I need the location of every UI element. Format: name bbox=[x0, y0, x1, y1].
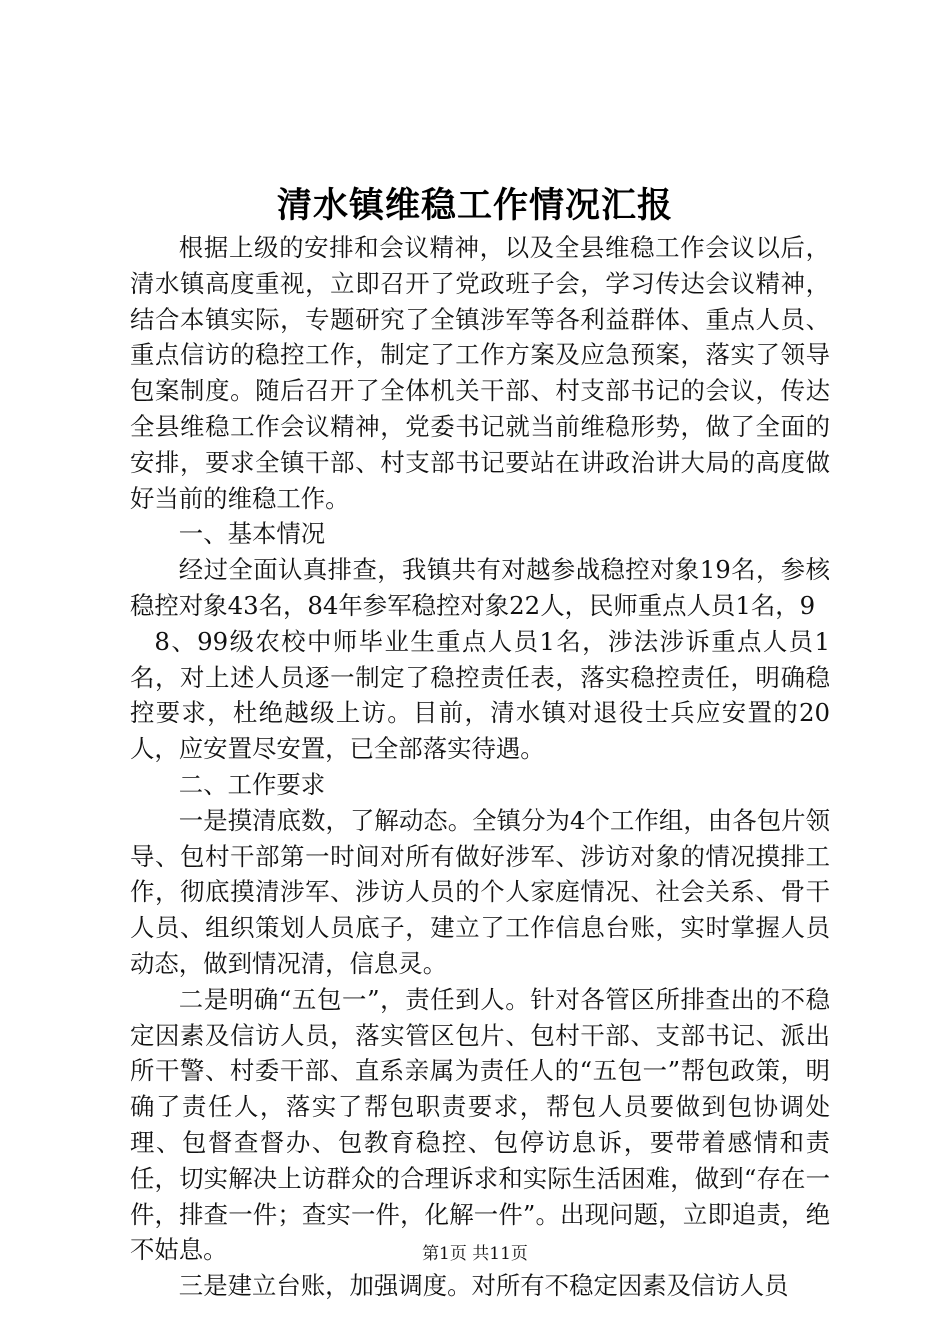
paragraph-basic-situation: 经过全面认真排查，我镇共有对越参战稳控对象19名，参核稳控对象43名，84年参军稳控对象22人，民师重点人员1名，9 bbox=[130, 555, 830, 620]
document-body bbox=[130, 230, 830, 1304]
paragraph-basic-situation-continued: 8、99级农校中师毕业生重点人员1名，涉法涉诉重点人员1名，对上述人员逐一制定了稳控责任表，落实稳控责任，明确稳控要求，杜绝越级上访。目前，清水镇对退役士兵应安置的20人，应安置尽安置，已全部落实待遇。 bbox=[130, 626, 830, 764]
page-number-footer: 第1页 共11页 bbox=[422, 1244, 528, 1264]
section-heading-work-requirements: 二、工作要求 bbox=[178, 769, 326, 799]
section-heading-basic-situation: 一、基本情况 bbox=[178, 519, 326, 549]
paragraph-requirement-3: 三是建立台账，加强调度。对所有不稳定因素及信访人员 bbox=[178, 1271, 789, 1301]
paragraph-requirement-2: 二是明确“五包一”，责任到人。针对各管区所排查出的不稳定因素及信访人员，落实管区包片、包村干部、支部书记、派出所干警、村委干部、直系亲属为责任人的“五包一”帮包政策，明确了责任人，落实了帮包职责要求，帮包人员要做到包协调处理、包督查督办、包教育稳控、包停访息诉，要带着感情和责任，切实解决上访群众的合理诉求和实际生活困难，做到“存在一件，排查一件；查实一件，化解一件”。出现问题，立即追责，绝不姑息。 bbox=[130, 984, 830, 1265]
paragraph-intro: 根据上级的安排和会议精神，以及全县维稳工作会议以后，清水镇高度重视，立即召开了党政班子会，学习传达会议精神，结合本镇实际，专题研究了全镇涉军等各利益群体、重点人员、重点信访的稳控工作，制定了工作方案及应急预案，落实了领导包案制度。随后召开了全体机关干部、村支部书记的会议，传达全县维稳工作会议精神，党委书记就当前维稳形势，做了全面的安排，要求全镇干部、村支部书记要站在讲政治讲大局的高度做好当前的维稳工作。 bbox=[130, 233, 830, 513]
paragraph-requirement-1: 一是摸清底数，了解动态。全镇分为4个工作组，由各包片领导、包村干部第一时间对所有做好涉军、涉访对象的情况摸排工作，彻底摸清涉军、涉访人员的个人家庭情况、社会关系、骨干人员、组织策划人员底子，建立了工作信息台账，实时掌握人员动态，做到情况清，信息灵。 bbox=[130, 805, 830, 978]
document-title: 清水镇维稳工作情况汇报 bbox=[276, 185, 673, 226]
